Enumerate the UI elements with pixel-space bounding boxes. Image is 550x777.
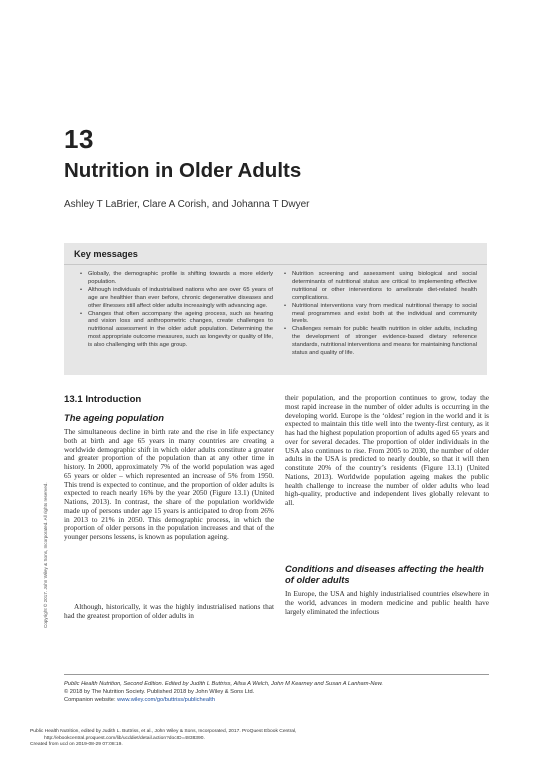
- publication-footer: [64, 680, 383, 704]
- key-messages-divider: [64, 264, 487, 265]
- companion-website-link[interactable]: www.wiley.com/go/buttriss/publichealth: [117, 697, 216, 703]
- key-message-item: • Nutrition screening and assessment using biological and social determinants of nutritional status are critical to implementing effective nutritional or other interventions to ameliorate diet-related health complications.: [284, 271, 477, 303]
- footer-edition-line: Public Health Nutrition, Second Edition. Edited by Judith L Buttriss, Ailsa A Welch, John M Kearney and Susan A Lanham-New.: [64, 681, 383, 687]
- margin-copyright-notice: [38, 458, 50, 628]
- key-messages-heading: Key messages: [74, 249, 138, 259]
- provenance-line-3: Created from ucd on 2019-08-29 07:08:19.: [30, 742, 123, 748]
- key-message-item: • Challenges remain for public health nutrition in older adults, including the development of stronger evidence-based dietary reference standards, nutritional interventions and means for maintaining functional status and quality of life.: [284, 326, 477, 358]
- key-messages-right-list: [284, 271, 477, 358]
- paragraph-ageing-1: The simultaneous decline in birth rate and the rise in life expectancy both at birth and age 65 years in many countries are creating a worldwide demographic shift in which older adults constitute a greater and greater proportion of the population than at any other time in history. In 2000, approximately 7% of the world population was aged 65 years or older – which represented an increase of 5% from 1950. This trend is expected to continue, and the proportion of older adults is expected to reach nearly 16% by the year 2050 (Figure 13.1) (United Nations, 2013). In contrast, the share of the population worldwide made up of persons under age 15 years is anticipated to drop from 26% in 2013 to 21% in 2050. This demographic process, in which the proportion of older persons in the population increases and that of the younger persons lessens, is known as population ageing.: [64, 427, 274, 541]
- provenance-line-2[interactable]: http://ebookcentral.proquest.com/lib/ucddiet/detail.action?docID=4838390.: [44, 735, 205, 741]
- chapter-title: Nutrition in Older Adults: [64, 159, 302, 182]
- chapter-number: 13: [64, 124, 94, 154]
- paragraph-right-2: In Europe, the USA and highly industrialised countries elsewhere in the world, advances in modern medicine and public health have largely eliminated the infectious: [285, 589, 489, 616]
- footer-copyright-line: © 2018 by The Nutrition Society. Published 2018 by John Wiley & Sons Ltd.: [64, 689, 255, 695]
- key-messages-box: [64, 243, 487, 375]
- provenance-line-1: Public Health Nutrition, edited by Judith L. Buttriss, et al., John Wiley & Sons, Incorporated, 2017. ProQuest Ebook Central,: [30, 729, 297, 734]
- subheading-ageing-population: The ageing population: [64, 412, 164, 423]
- key-messages-left-list: [80, 271, 273, 350]
- footer-website-line: [64, 696, 383, 704]
- key-message-item: • Nutritional interventions vary from medical nutritional therapy to social meal programmes and exist both at the individual and community levels.: [284, 303, 477, 327]
- key-message-item: • Although individuals of industrialised nations who are over 65 years of age are healthier than ever before, chronic degenerative diseases and other illnesses still affect older adults increasingly with advancing age.: [80, 287, 273, 311]
- footer-website-label: Companion website:: [64, 697, 118, 703]
- paragraph-ageing-2: Although, historically, it was the highly industrialised nations that had the greatest proportion of older adults in: [64, 602, 274, 620]
- key-message-item: • Changes that often accompany the ageing process, such as hearing and vision loss and anthropometric changes, create challenges to nutritional assessment in the older adult population. Determining the most appropriate outcome measures, such as longevity or quality of life, is also challenging with this age group.: [80, 311, 273, 351]
- section-heading-introduction: 13.1 Introduction: [64, 394, 142, 405]
- chapter-authors: Ashley T LaBrier, Clare A Corish, and Johanna T Dwyer: [64, 199, 310, 210]
- provenance-notice: [30, 729, 296, 749]
- paragraph-right-1: their population, and the proportion continues to grow, today the most rapid increase in the number of older adults is occurring in the developing world. Europe is the ‘oldest’ region in the world and it is expected to maintain this title well into the twenty-first century, as it has had the highest population proportion of adults aged 65 years and over for several decades. The proportion of older individuals in the USA also continues to rise. From 2005 to 2030, the number of older adults in the USA is predicted to nearly double, so that it will then constitute 20% of the country’s residents (Figure 13.1) (United Nations, 2013). Worldwide population ageing makes the public health challenge to increase the number of older adults who lead high-quality, productive and independent lives globally relevant to all.: [285, 393, 489, 507]
- key-message-item: • Globally, the demographic profile is shifting towards a more elderly population.: [80, 271, 273, 287]
- subheading-conditions-diseases: Conditions and diseases affecting the health of older adults: [285, 563, 484, 585]
- footer-divider: [64, 674, 489, 675]
- copyright-text: Copyright © 2017. John Wiley & Sons, Incorporated. All rights reserved.: [43, 482, 48, 628]
